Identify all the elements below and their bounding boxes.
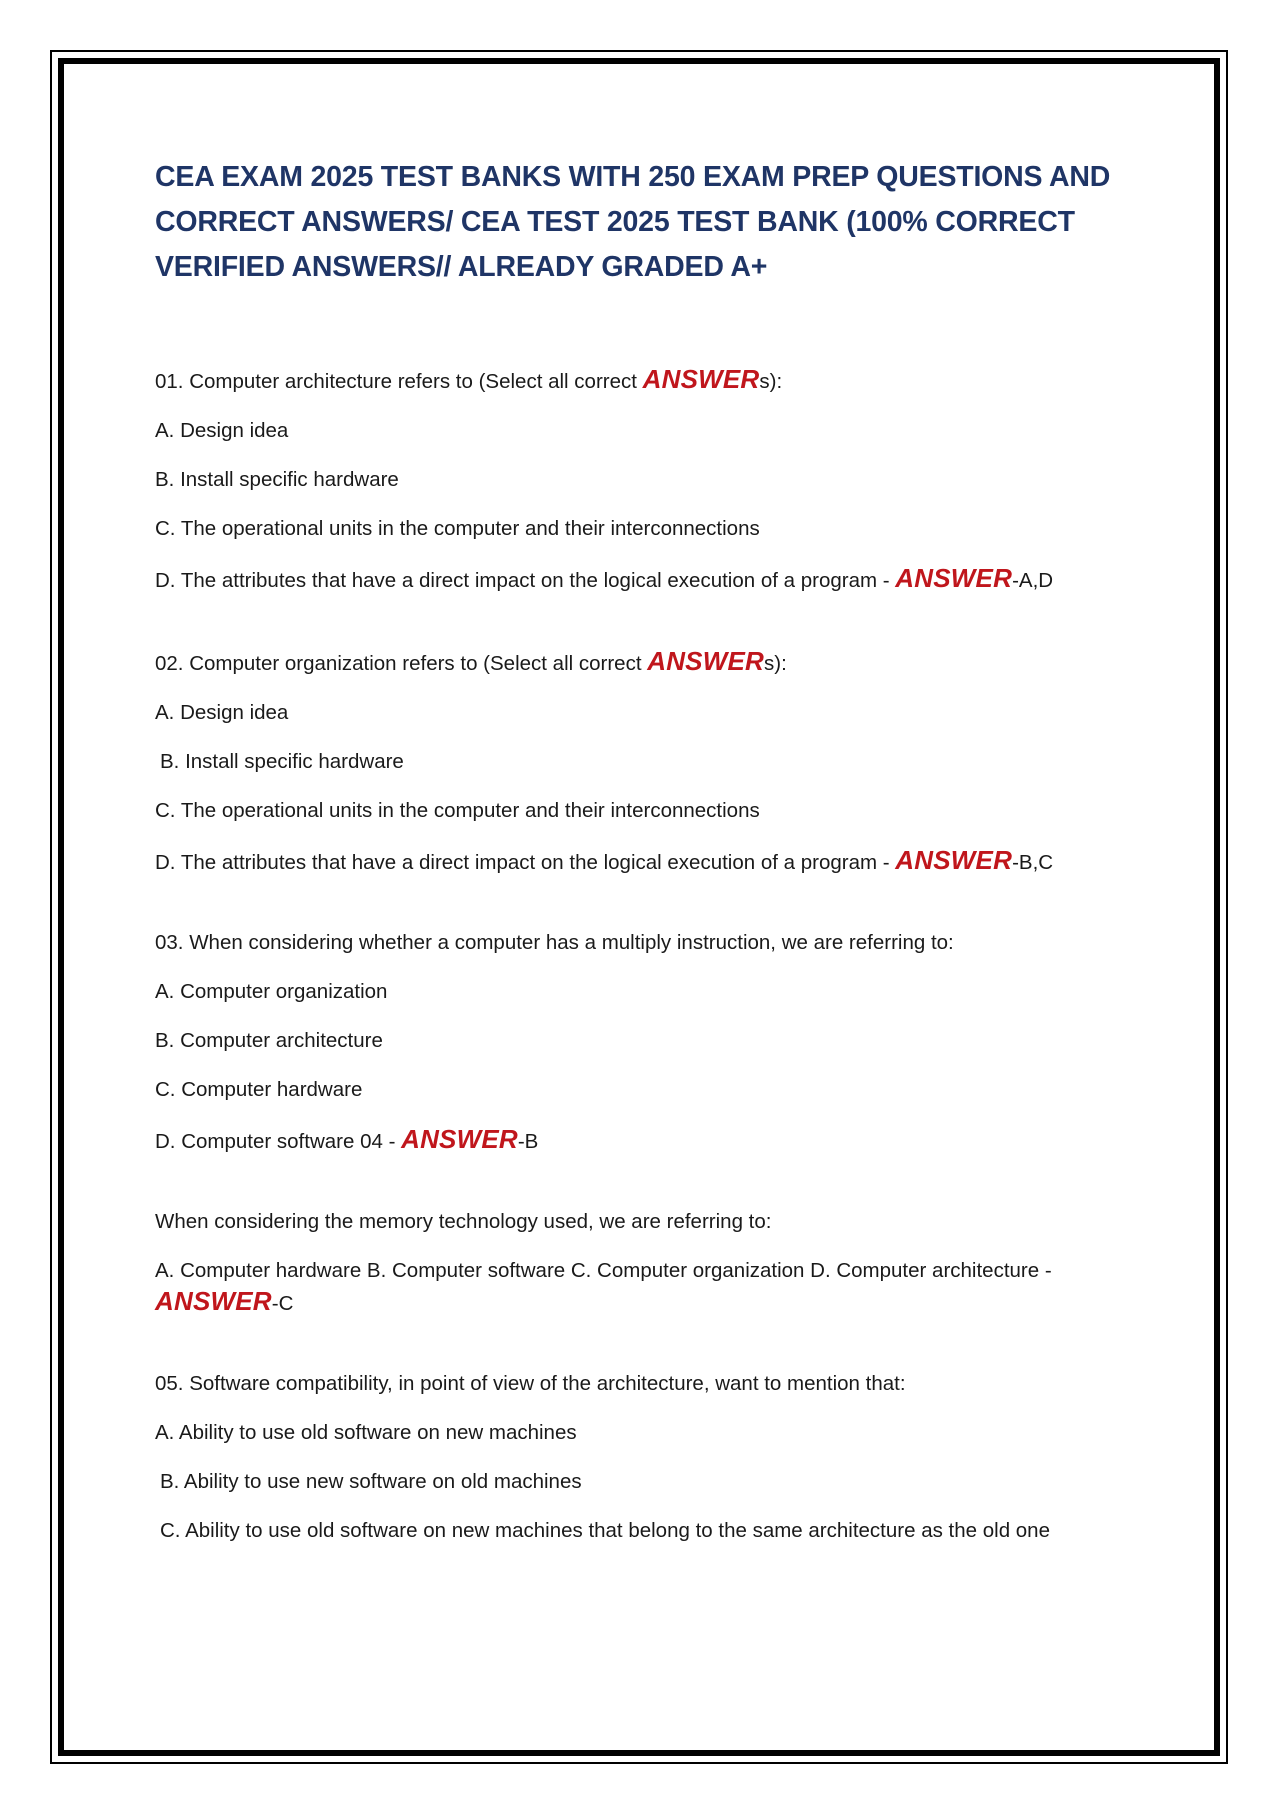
question-stem: 02. Computer organization refers to (Select all correct ANSWERs): [155,646,787,676]
options-inline: A. Computer hardware B. Computer software C. Computer organization D. Computer architecture - ANSWER-C [155,1259,1052,1316]
option-b: B. Ability to use new software on old machines [160,1470,582,1493]
option-d: D. The attributes that have a direct impact on the logical execution of a program - ANSWER-B,C [155,845,1054,875]
question-04 [155,1207,1135,1319]
option-c: C. Computer hardware [155,1078,363,1101]
option-c: C. The operational units in the computer and their interconnections [155,799,760,822]
answer-keyword: ANSWER [647,646,764,676]
option-a: A. Design idea [155,701,289,724]
option-b: B. Install specific hardware [155,468,399,491]
answer-keyword: ANSWER [155,1286,272,1316]
answer-keyword: ANSWER [401,1124,518,1154]
question-stem: 05. Software compatibility, in point of view of the architecture, want to mention that: [155,1372,906,1395]
question-stem: 03. When considering whether a computer has a multiply instruction, we are referring to: [155,931,954,954]
answer-keyword: ANSWER [642,364,760,394]
question-stem: 01. Computer architecture refers to (Select all correct ANSWERs): [155,364,783,394]
question-02 [155,646,1135,878]
answer-keyword: ANSWER [895,563,1013,593]
option-a: A. Computer organization [155,980,388,1003]
option-a: A. Design idea [155,419,289,442]
option-c: C. Ability to use old software on new machines that belong to the same architecture as the old one [160,1519,1050,1542]
option-d: D. Computer software 04 - ANSWER-B [155,1124,539,1154]
option-b: B. Computer architecture [155,1029,383,1052]
question-03 [155,928,1135,1157]
question-list [155,364,1135,1546]
question-01 [155,364,1135,596]
answer-keyword: ANSWER [895,845,1013,875]
question-05 [155,1369,1135,1546]
option-a: A. Ability to use old software on new machines [155,1421,577,1444]
answer-value: -A,D [1012,569,1054,592]
option-b: B. Install specific hardware [160,750,404,773]
document-body [155,155,1135,1596]
answer-value: -B,C [1012,851,1054,874]
option-c: C. The operational units in the computer and their interconnections [155,517,760,540]
document-title: CEA EXAM 2025 TEST BANKS WITH 250 EXAM PREP QUESTIONS AND CORRECT ANSWERS/ CEA TEST 2025 TEST BANK (100% CORRECT VERIFIED ANSWERS// ALREADY GRADED A+ [155,161,1111,283]
answer-value: -C [271,1292,294,1315]
question-stem: When considering the memory technology used, we are referring to: [155,1210,772,1233]
answer-value: -B [517,1130,539,1153]
option-d: D. The attributes that have a direct impact on the logical execution of a program - ANSWER-A,D [155,563,1054,593]
